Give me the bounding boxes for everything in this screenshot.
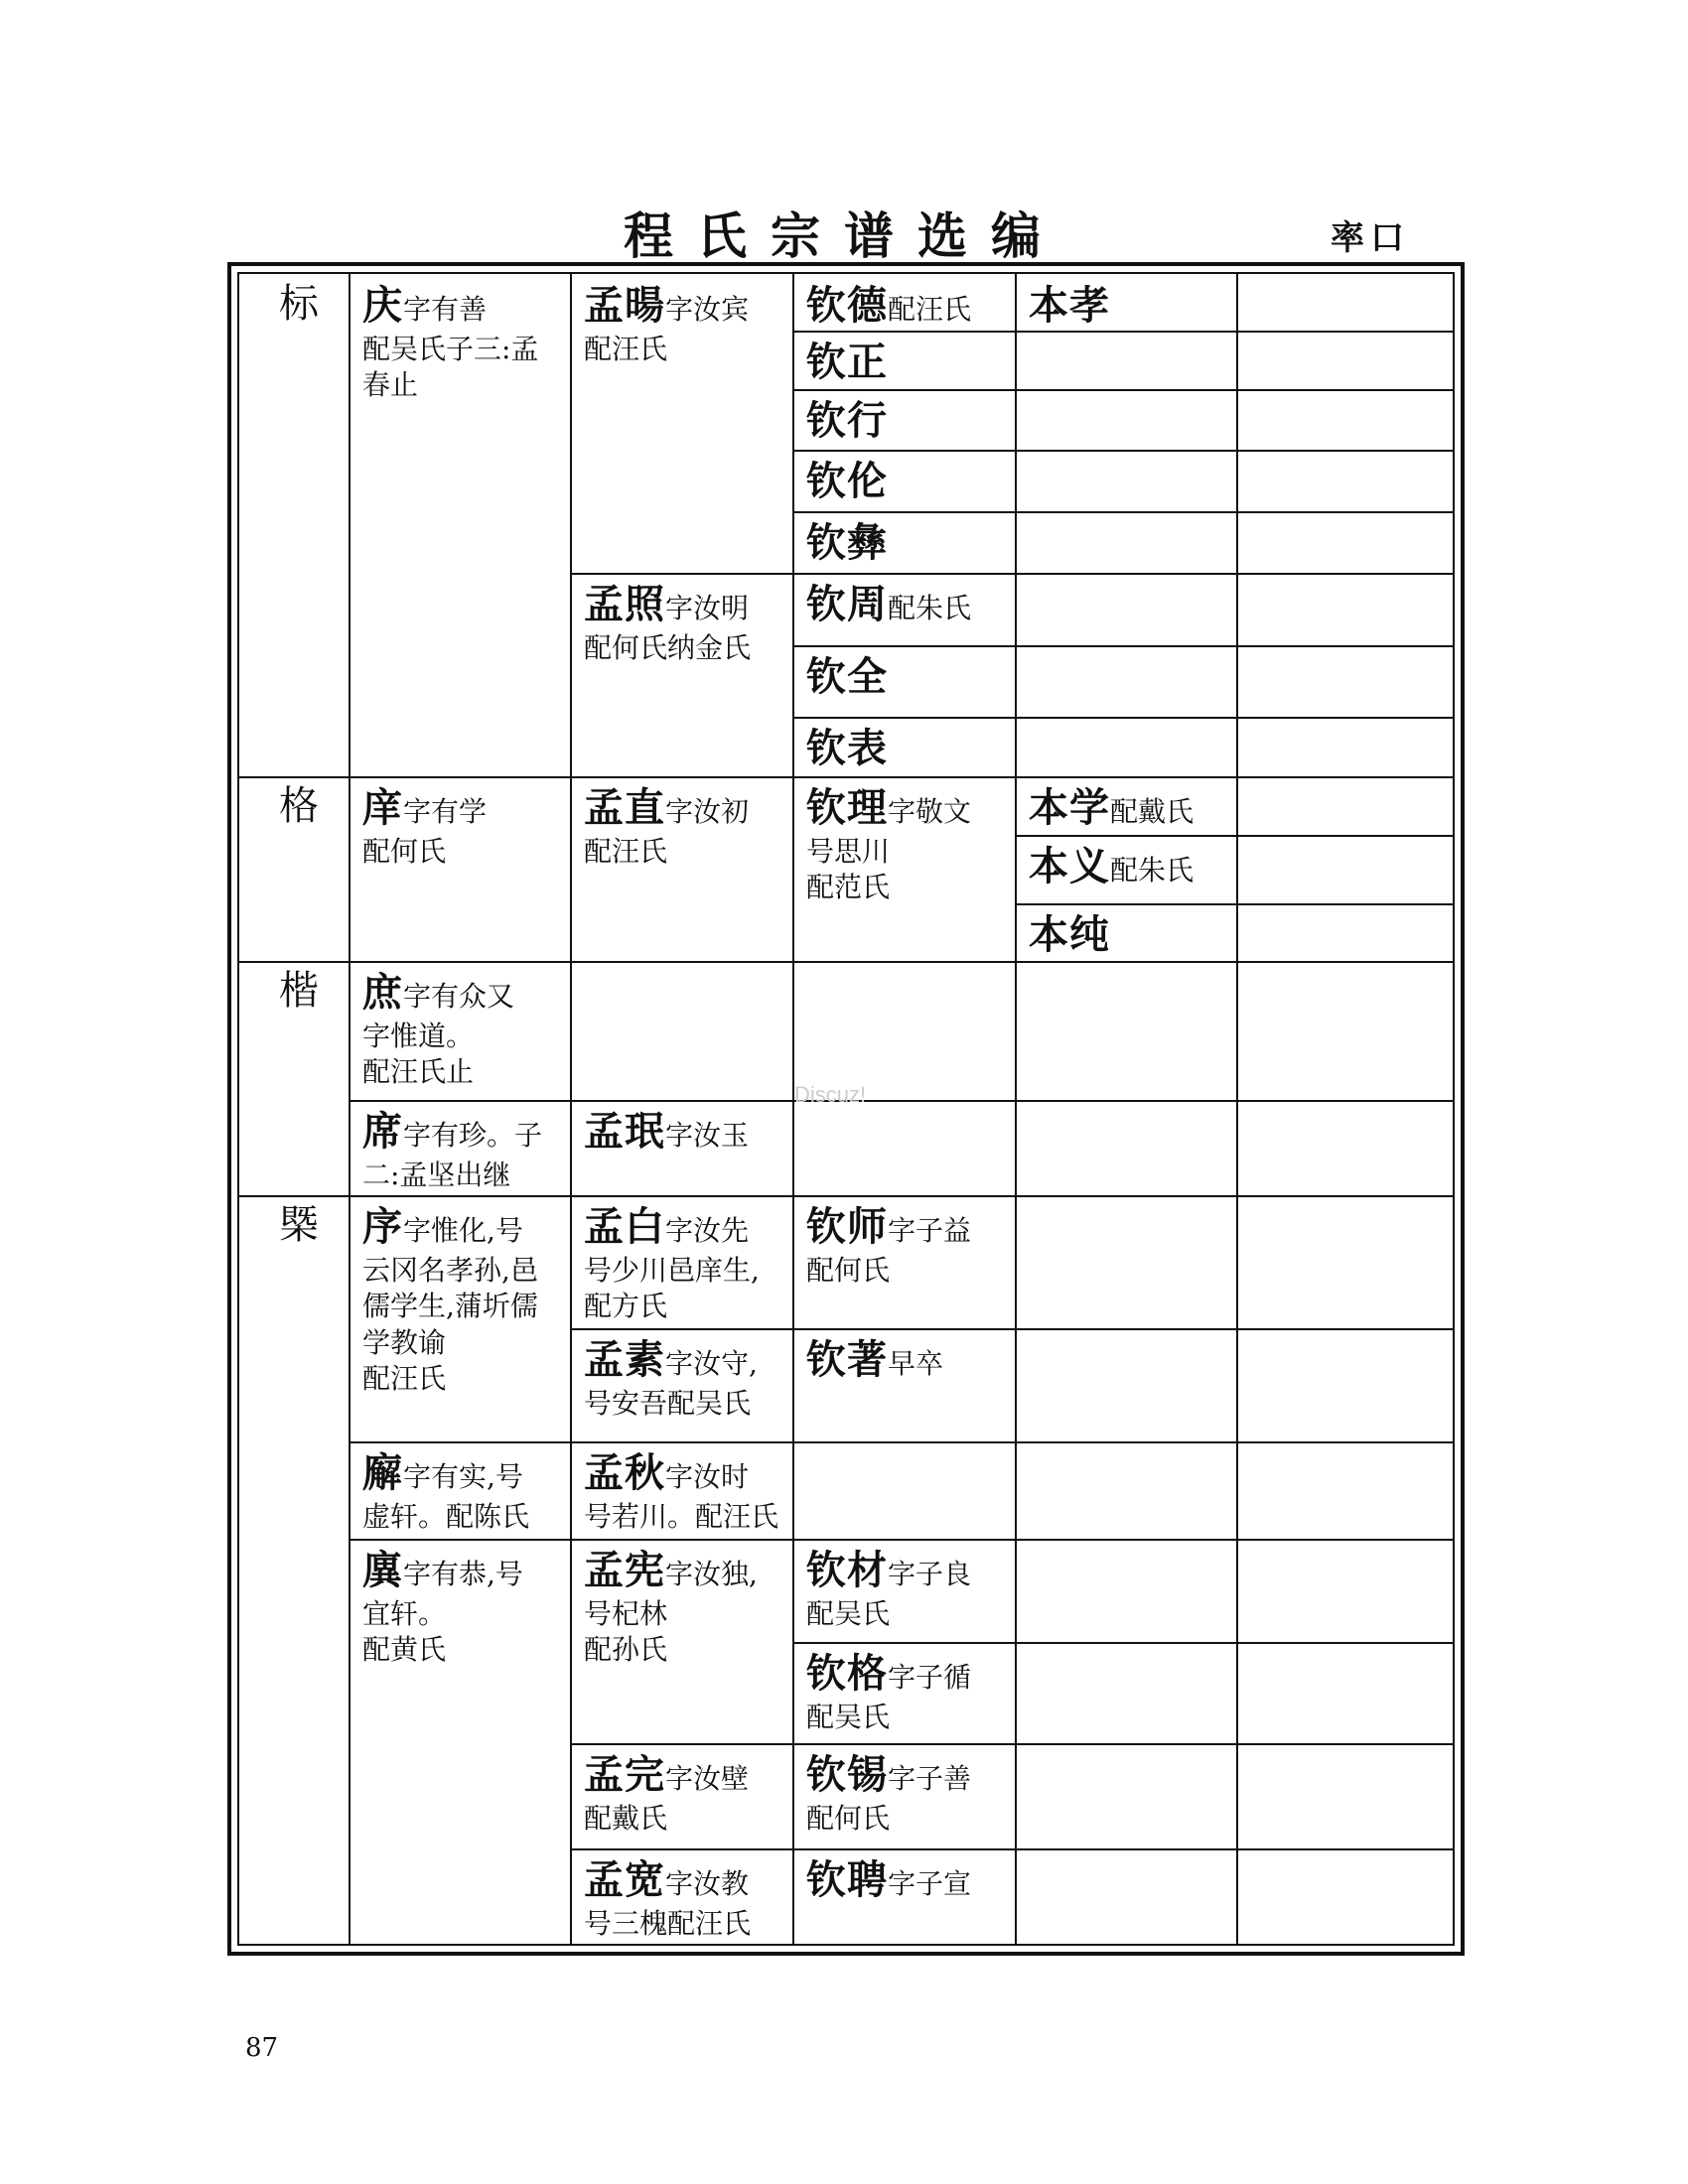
person-desc: 字汝教 [665, 1867, 750, 1900]
person-desc: 字子益 [888, 1214, 972, 1247]
gen1-cell [239, 274, 349, 776]
gen4-cell [792, 1195, 1015, 1328]
gen5-cell [1015, 835, 1236, 903]
person-desc: 字汝独, [665, 1558, 758, 1590]
place-label: 率口 [1331, 218, 1410, 258]
gen4-cell [792, 1642, 1015, 1743]
person-name: 序 [362, 1203, 403, 1250]
person-desc: 配黄氏 [362, 1633, 447, 1667]
person-desc: 号若川。配汪氏 [584, 1500, 779, 1533]
gen2-cell [349, 1539, 570, 1968]
gen3-cell [570, 1539, 792, 1743]
gen4-cell [792, 331, 1015, 389]
person-desc: 字汝时 [665, 1460, 750, 1493]
gen4-cell [792, 1328, 1015, 1441]
person-desc: 配孙氏 [584, 1633, 668, 1667]
person-name: 钦德 [806, 282, 888, 329]
person-desc: 字有实,号 [403, 1460, 523, 1493]
person-desc: 字汝初 [665, 795, 750, 828]
person-desc: 字有众又 [403, 980, 515, 1013]
person-name: 钦锡 [806, 1751, 888, 1798]
person-desc: 配汪氏止 [362, 1055, 475, 1089]
person-name: 钦周 [806, 581, 888, 627]
person-name: 钦全 [806, 653, 888, 700]
gen2-cell [349, 1195, 570, 1441]
person-name: 孟宽 [584, 1856, 665, 1903]
person-name: 钦彝 [806, 519, 888, 566]
person-desc: 字惟化,号 [403, 1214, 523, 1247]
person-desc: 字子良 [888, 1558, 972, 1590]
person-desc: 号杞林 [584, 1597, 668, 1630]
person-desc: 配戴氏 [584, 1802, 668, 1835]
gen4-cell [792, 389, 1015, 450]
person-desc: 字子宣 [888, 1867, 972, 1900]
person-desc: 配汪氏 [888, 293, 972, 326]
genealogy-table [237, 272, 1455, 1946]
person-desc: 字汝守, [665, 1347, 758, 1380]
watermark: Discuz! [794, 1082, 867, 1107]
person-desc: 配朱氏 [1110, 854, 1195, 887]
gen2-cell [349, 274, 570, 776]
person-desc: 号思川 [806, 835, 891, 868]
person-name: 本孝 [1029, 282, 1110, 329]
person-name: 钦师 [806, 1203, 888, 1250]
person-desc: 早卒 [888, 1347, 944, 1380]
person-name: 孟照 [584, 581, 665, 627]
gen3-cell [570, 776, 792, 961]
person-name: 孟白 [584, 1203, 665, 1250]
person-name: 庆 [362, 282, 403, 329]
person-name: 钦格 [806, 1650, 888, 1697]
gen1-name: 格 [279, 783, 319, 829]
person-name: 钦行 [806, 397, 888, 444]
person-name: 钦聘 [806, 1856, 888, 1903]
person-desc: 字子循 [888, 1661, 972, 1694]
person-desc: 字有珍。子 [403, 1119, 543, 1152]
person-name: 庠 [362, 784, 403, 831]
person-desc: 配吴氏 [806, 1597, 891, 1630]
gen2-cell [349, 776, 570, 961]
person-desc: 配吴氏 [806, 1701, 891, 1733]
person-desc: 配朱氏 [888, 592, 972, 624]
person-desc: 配汪氏 [584, 333, 668, 365]
person-desc: 字汝明 [665, 592, 750, 624]
person-name: 庶 [362, 969, 403, 1016]
person-name: 孟完 [584, 1751, 665, 1798]
person-desc: 字有学 [403, 795, 488, 828]
person-name: 本纯 [1029, 911, 1110, 958]
person-name: 钦表 [806, 725, 888, 771]
person-desc: 配何氏纳金氏 [584, 631, 752, 664]
person-desc: 号三槐配汪氏 [584, 1907, 752, 1940]
person-name: 廙 [362, 1547, 403, 1593]
gen3-cell [570, 1743, 792, 1848]
person-desc: 字汝壁 [665, 1762, 750, 1795]
gen5-cell [1015, 274, 1236, 331]
gen3-cell [570, 573, 792, 776]
person-desc: 配戴氏 [1110, 795, 1195, 828]
gen4-cell [792, 1743, 1015, 1848]
person-desc: 二:孟坚出继 [362, 1159, 511, 1191]
person-name: 钦理 [806, 784, 888, 831]
page-title: 程氏宗谱选编 [624, 206, 1064, 265]
genealogy-table-frame [227, 262, 1465, 1956]
gen4-cell [792, 1848, 1015, 1968]
column-divider [1236, 274, 1238, 1944]
gen3-cell [570, 1328, 792, 1441]
person-name: 钦著 [806, 1336, 888, 1383]
person-name: 孟秋 [584, 1449, 665, 1496]
gen2-cell [349, 1441, 570, 1539]
gen3-cell [570, 1441, 792, 1539]
gen4-cell [792, 717, 1015, 776]
gen5-cell [1015, 903, 1236, 961]
gen3-cell [570, 1195, 792, 1328]
person-desc: 字汝玉 [665, 1119, 750, 1152]
gen1-name: 槩 [279, 1202, 319, 1248]
gen1-cell [239, 776, 349, 961]
person-desc: 配范氏 [806, 871, 891, 904]
gen5-cell [1015, 776, 1236, 835]
person-desc: 字惟道。 [362, 1020, 475, 1052]
gen4-cell [792, 1539, 1015, 1642]
person-name: 孟素 [584, 1336, 665, 1383]
person-desc: 配吴氏子三:孟春止 [362, 333, 539, 402]
gen2-cell [349, 1100, 570, 1195]
person-desc: 字有善 [403, 293, 488, 326]
person-name: 孟直 [584, 784, 665, 831]
gen4-cell [792, 645, 1015, 717]
page-number: 87 [245, 2033, 279, 2063]
person-desc: 配汪氏 [362, 1362, 447, 1396]
person-desc: 号少川邑庠生,配方氏 [584, 1254, 760, 1323]
person-desc: 配何氏 [806, 1802, 891, 1835]
gen1-name: 楷 [279, 968, 319, 1014]
person-name: 孟宪 [584, 1547, 665, 1593]
person-name: 本义 [1029, 843, 1110, 889]
person-name: 孟暘 [584, 282, 665, 329]
gen4-cell [792, 274, 1015, 331]
gen1-cell [239, 1195, 349, 1968]
person-name: 孟珉 [584, 1108, 665, 1155]
gen1-name: 标 [279, 281, 319, 327]
person-desc: 配何氏 [806, 1254, 891, 1287]
person-name: 廨 [362, 1449, 403, 1496]
column-divider [1015, 274, 1017, 1944]
person-desc: 字子善 [888, 1762, 972, 1795]
person-name: 本学 [1029, 784, 1110, 831]
gen3-cell [570, 1100, 792, 1195]
person-desc: 字汝宾 [665, 293, 750, 326]
person-desc: 云冈名孝孙,邑儒学生,蒲圻儒学教谕 [362, 1254, 538, 1359]
person-desc: 字敬文 [888, 795, 972, 828]
person-desc: 宜轩。 [362, 1597, 447, 1630]
person-desc: 字汝先 [665, 1214, 750, 1247]
person-desc: 字有恭,号 [403, 1558, 523, 1590]
person-name: 钦伦 [806, 458, 888, 504]
person-desc: 虚轩。配陈氏 [362, 1500, 530, 1533]
gen4-cell [792, 776, 1015, 961]
gen3-cell [570, 1848, 792, 1968]
person-desc: 号安吾配吴氏 [584, 1387, 752, 1420]
person-name: 钦正 [806, 339, 888, 385]
person-name: 席 [362, 1108, 403, 1155]
gen4-cell [792, 511, 1015, 573]
gen4-cell [792, 450, 1015, 511]
person-desc: 配汪氏 [584, 835, 668, 868]
gen1-cell [239, 961, 349, 1195]
person-name: 钦材 [806, 1547, 888, 1593]
person-desc: 配何氏 [362, 835, 447, 868]
gen2-cell [349, 961, 570, 1100]
gen4-cell [792, 573, 1015, 645]
gen3-cell [570, 274, 792, 573]
